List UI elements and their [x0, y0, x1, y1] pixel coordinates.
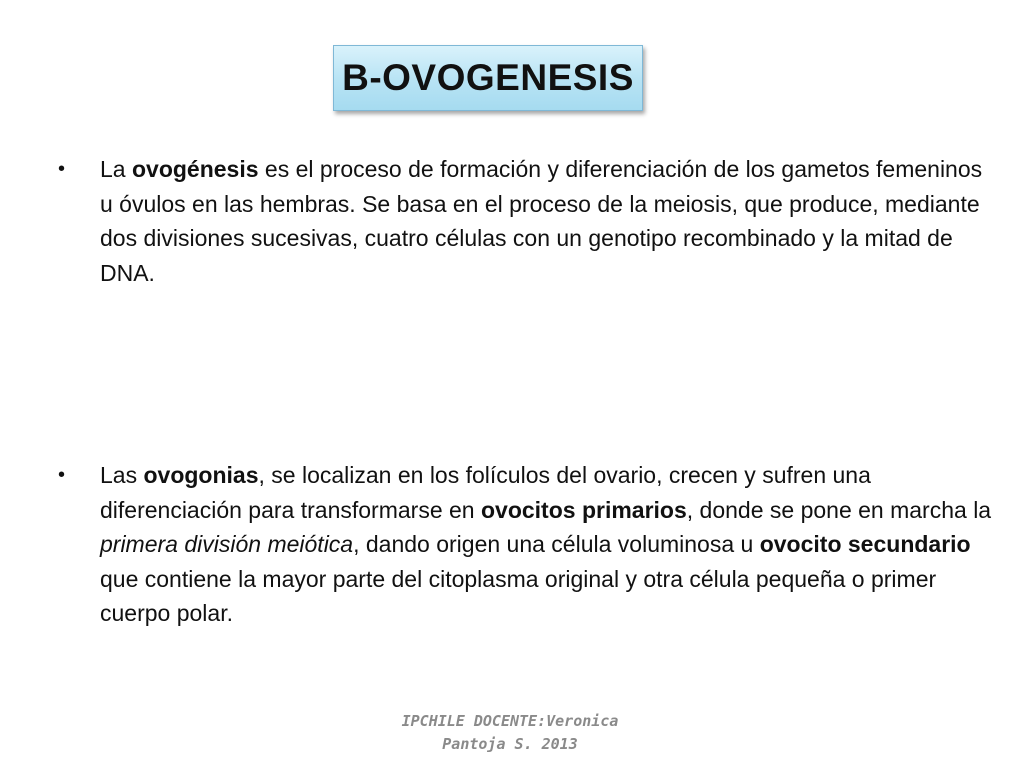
title-box [333, 45, 643, 111]
slide-title: B-OVOGENESIS [342, 57, 634, 98]
footer-line-2: Pantoja S. 2013 [442, 735, 578, 753]
run: , donde se pone en marcha la [686, 496, 992, 523]
bullet-dot-icon: • [58, 158, 66, 180]
run: es el proceso de formación y diferenciación de los gametos femeninos u óvulos en las hembras. Se basa en el proceso de la meiosis, que produce, mediante dos divisiones sucesivas, cuatro células con un genotipo recombinado y la mitad de DNA. [100, 156, 983, 286]
bullet-text [100, 156, 982, 286]
bullet-dot-icon: • [58, 464, 66, 486]
bold-term: ovocitos primarios [480, 496, 687, 523]
run: , se localizan en los folículos del ovario, crecen y sufren una diferenciación para transformarse en [100, 462, 871, 523]
footer-line-1: IPCHILE DOCENTE:Veronica [401, 712, 619, 730]
run: , dando origen una célula voluminosa u [353, 531, 760, 557]
bullet-item [58, 152, 1000, 290]
bold-term: ovogénesis [131, 156, 259, 182]
run: Las [100, 462, 144, 488]
footer [340, 710, 680, 756]
bold-term: ovocito secundario [759, 531, 971, 557]
bullet-text [100, 462, 991, 626]
run: La [100, 156, 132, 182]
run: que contiene la mayor parte del citoplasma original y otra célula pequeña o primer cuerpo polar. [100, 565, 937, 626]
bold-term: ovogonias [143, 462, 259, 488]
italic-term: primera división meiótica [100, 531, 354, 557]
bullet-item [58, 458, 1000, 631]
